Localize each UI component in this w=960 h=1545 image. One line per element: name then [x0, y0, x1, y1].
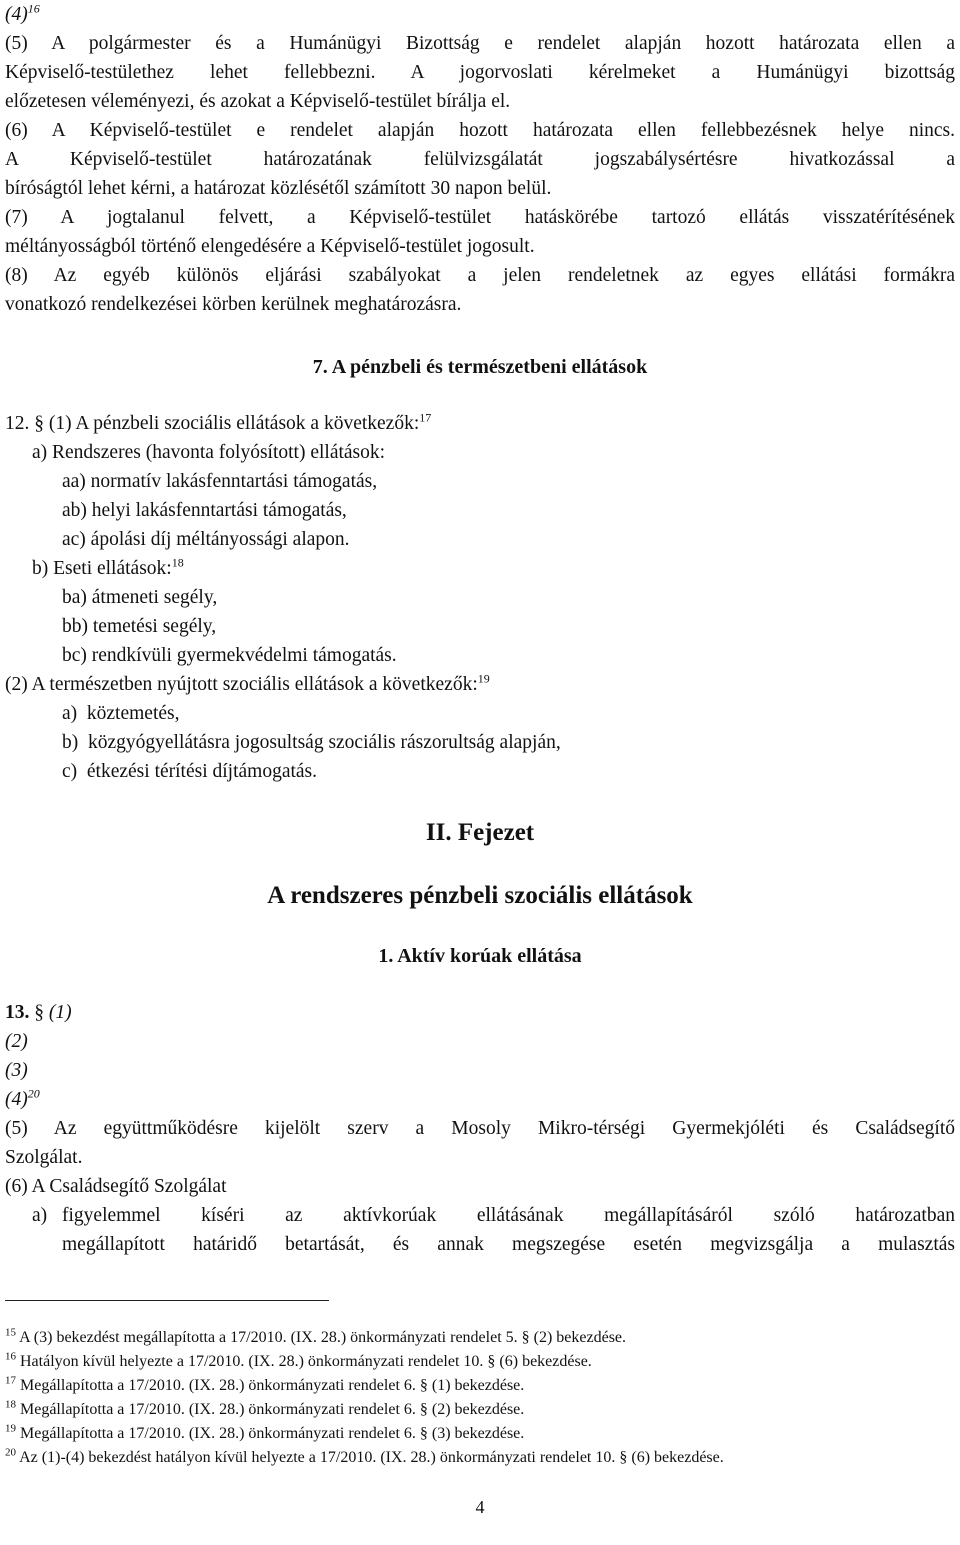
section-sign: §: [34, 413, 44, 434]
para-8-line2: vonatkozó rendelkezései körben kerülnek meghatározásra.: [5, 294, 462, 315]
item-13-6a: a) figyelemmel kíséri az aktívkorúak ellátásának megállapításáról szóló határozatban megállapított határidő betartását, és annak megszegése esetén megvizsgálja a mulasztás: [5, 1201, 955, 1259]
section-12: [5, 409, 955, 786]
item-bc: bc) rendkívüli gyermekvédelmi támogatás.: [62, 645, 397, 666]
chapter-subtitle: 1. Aktív korúak ellátása: [378, 945, 582, 967]
para-6-line1: (6) A Képviselő-testület e rendelet alapján hozott határozata ellen fellebbezésnek helye nincs.: [5, 120, 955, 141]
item-ba: ba) átmeneti segély,: [62, 587, 218, 608]
para-5-line1: (5) A polgármester és a Humánügyi Bizottság e rendelet alapján hozott határozata ellen a: [5, 33, 955, 54]
chapter-number: II. Fejezet: [425, 819, 535, 846]
item-2a: a) köztemetés,: [62, 703, 180, 724]
footnote-separator: [5, 1300, 329, 1301]
item-13-6a-line2: megállapított határidő betartását, és annak megszegése esetén megvizsgálja a mulasztás: [62, 1234, 955, 1255]
footnotes: [5, 1326, 955, 1470]
footnote-18: $^{18}$ Megállapította a 17/2010. (IX. 28.) önkormányzati rendelet 6. § (2) bekezdése.: [5, 1398, 525, 1418]
page-number: 4: [475, 1497, 485, 1517]
para-13-6-line1: (6) A Családsegítő Szolgálat: [5, 1176, 227, 1197]
footnote-15: $^{15}$ A (3) bekezdést megállapította a 17/2010. (IX. 28.) önkormányzati rendelet 5. § (2) bekezdése.: [5, 1326, 627, 1346]
para-4: $(4)^{16}$: [5, 1, 40, 25]
para-5-line3: előzetesen véleményezi, és azokat a Képviselő-testület bírálja el.: [5, 91, 511, 112]
item-bb: bb) temetési segély,: [62, 616, 217, 637]
footnote-20: $^{20}$ Az (1)-(4) bekezdést hatályon kívül helyezte a 17/2010. (IX. 28.) önkormányzati rendelet 10. § (6) bekezdése.: [5, 1446, 724, 1466]
section-13: [5, 998, 955, 1259]
item-ac: ac) ápolási díj méltányossági alapon.: [62, 529, 350, 550]
para-7-line2: méltányosságból történő elengedésére a Képviselő-testület jogosult.: [5, 236, 535, 257]
item-aa: aa) normatív lakásfenntartási támogatás,: [62, 471, 378, 492]
para-6-line2: A Képviselő-testület határozatának felülvizsgálatát jogszabálysértésre hivatkozással a: [5, 149, 955, 170]
section-13-number: 13.: [5, 1002, 30, 1023]
para-13-2: (2): [5, 1031, 28, 1052]
item-a-heading: a) Rendszeres (havonta folyósított) ellátások:: [32, 442, 386, 463]
item-2b: b) közgyógyellátásra jogosultság szociális rászorultság alapján,: [62, 732, 561, 753]
footnote-16: $^{16}$ Hatályon kívül helyezte a 17/2010. (IX. 28.) önkormányzati rendelet 10. § (6) bekezdése.: [5, 1350, 592, 1370]
chapter-title: A rendszeres pénzbeli szociális ellátások: [267, 882, 693, 909]
para-6-line3: bíróságtól lehet kérni, a határozat közlésétől számított 30 napon belül.: [5, 178, 552, 199]
footnote-17: $^{17}$ Megállapította a 17/2010. (IX. 28.) önkormányzati rendelet 6. § (1) bekezdése.: [5, 1374, 525, 1394]
para-13-5-line1: (5) Az együttműködésre kijelölt szerv a Mosoly Mikro-térségi Gyermekjóléti és Családsegítő: [5, 1118, 955, 1139]
para-13-1: (1): [48, 1002, 72, 1023]
item-2c: c) étkezési térítési díjtámogatás.: [62, 761, 318, 782]
footnote-19: $^{19}$ Megállapította a 17/2010. (IX. 28.) önkormányzati rendelet 6. § (3) bekezdése.: [5, 1422, 525, 1442]
para-8-line1: (8) Az egyéb különös eljárási szabályokat a jelen rendeletnek az egyes ellátási formákra: [5, 265, 955, 286]
item-b-heading: b) Eseti ellátások:$^{18}$: [32, 555, 184, 579]
section-sign: §: [34, 1002, 44, 1023]
item-13-6a-line1: figyelemmel kíséri az aktívkorúak ellátásának megállapításáról szóló határozatban: [62, 1205, 955, 1226]
top-paragraphs: [5, 0, 955, 319]
para-7-line1: (7) A jogtalanul felvett, a Képviselő-testület hatáskörébe tartozó ellátás visszatérítésének: [5, 207, 955, 228]
section-12-first-line: 12. § (1) A pénzbeli szociális ellátások a következők:$^{17}$: [5, 410, 432, 434]
section-13-first-line: [5, 998, 955, 1027]
item-ab: ab) helyi lakásfenntartási támogatás,: [62, 500, 347, 521]
para-5-line2: Képviselő-testülethez lehet fellebbezni. A jogorvoslati kérelmeket a Humánügyi bizottság: [5, 62, 955, 83]
section-7-heading: 7. A pénzbeli és természetbeni ellátások: [312, 356, 648, 378]
section-12-text: (1) A pénzbeli szociális ellátások a következők:: [48, 413, 420, 434]
section-12-number: 12.: [5, 413, 30, 434]
para-13-4: $(4)^{20}$: [5, 1086, 40, 1110]
para-12-2: (2) A természetben nyújtott szociális ellátások a következők:$^{19}$: [5, 671, 490, 695]
para-13-5-line2: Szolgálat.: [5, 1147, 83, 1168]
para-13-3: (3): [5, 1060, 28, 1081]
